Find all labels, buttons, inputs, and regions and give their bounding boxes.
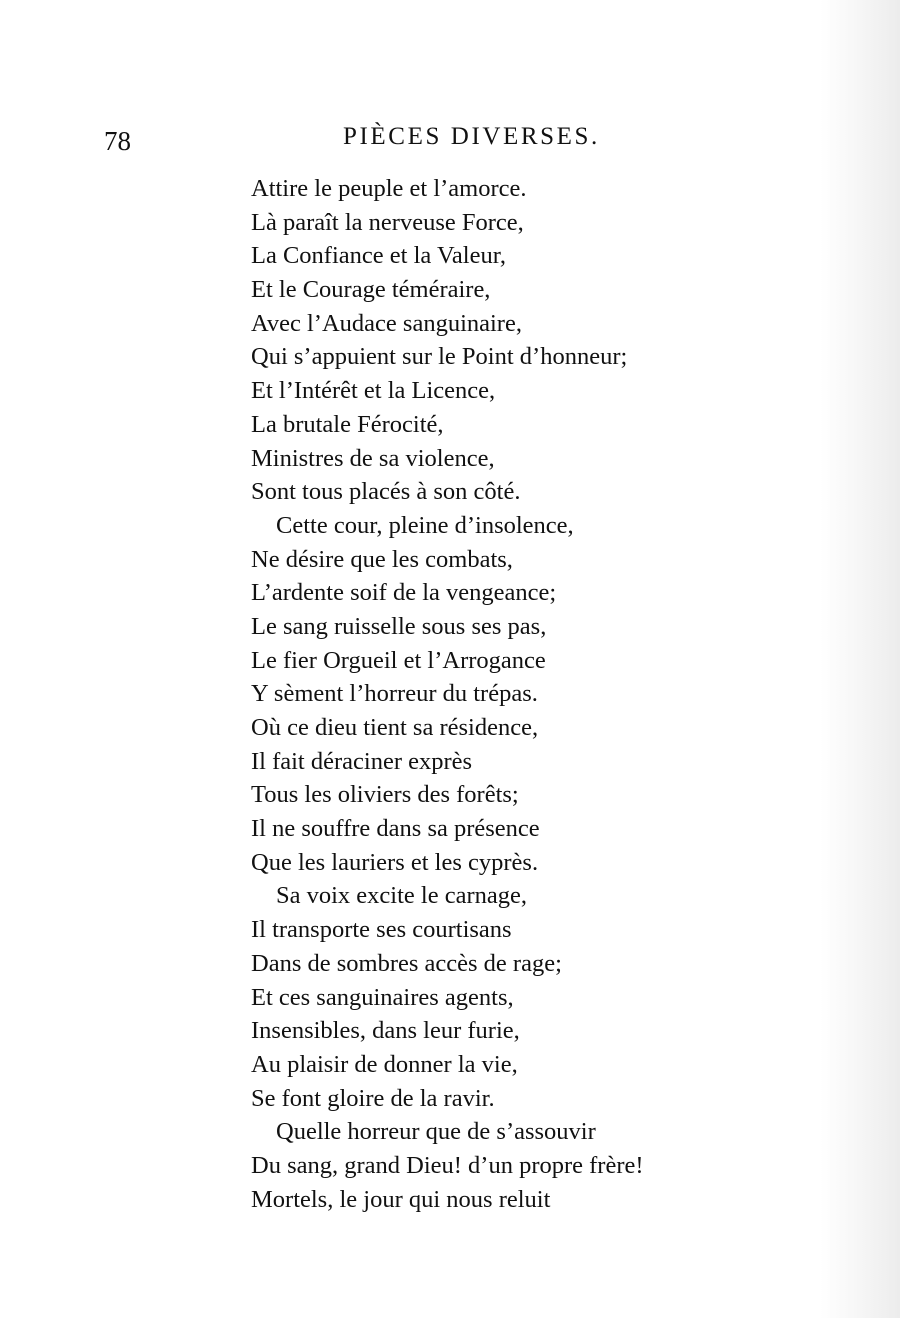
- page-number: 78: [104, 126, 131, 156]
- poem-line: Il fait déraciner exprès: [251, 747, 473, 775]
- poem-line: Sont tous placés à son côté.: [251, 478, 521, 506]
- poem-line: Insensibles, dans leur furie,: [251, 1017, 520, 1045]
- poem-line: Ne désire que les combats,: [251, 545, 513, 573]
- poem-line: Il ne souffre dans sa présence: [251, 815, 540, 843]
- poem-line: Au plaisir de donner la vie,: [251, 1050, 518, 1078]
- poem-line: Avec l’Audace sanguinaire,: [251, 309, 522, 337]
- poem-line: Et le Courage téméraire,: [251, 276, 491, 304]
- poem-line: Cette cour, pleine d’insolence,: [276, 511, 574, 539]
- poem-line: Attire le peuple et l’amorce.: [251, 175, 527, 202]
- poem-line: Où ce dieu tient sa résidence,: [251, 714, 539, 741]
- poem-line: La Confiance et la Valeur,: [251, 242, 507, 270]
- poem-line: La brutale Férocité,: [251, 410, 444, 438]
- poem-line: Et ces sanguinaires agents,: [251, 983, 514, 1011]
- poem-line: Il transporte ses courtisans: [251, 916, 512, 944]
- poem-text: [251, 172, 811, 1216]
- running-title: PIÈCES DIVERSES.: [343, 123, 600, 150]
- poem-line: Mortels, le jour qui nous reluit: [251, 1185, 551, 1213]
- poem-line: Y sèment l’horreur du trépas.: [251, 680, 538, 708]
- poem-line: Le sang ruisselle sous ses pas,: [251, 612, 547, 640]
- poem-line: Tous les oliviers des forêts;: [251, 781, 519, 809]
- poem-line: L’ardente soif de la vengeance;: [251, 579, 557, 607]
- poem-line: Et l’Intérêt et la Licence,: [251, 377, 496, 405]
- poem-line: Ministres de sa violence,: [251, 444, 495, 472]
- poem-line: Du sang, grand Dieu! d’un propre frère!: [251, 1151, 644, 1179]
- poem-line: Le fier Orgueil et l’Arrogance: [251, 646, 546, 674]
- poem-line: Se font gloire de la ravir.: [251, 1084, 495, 1112]
- poem-line: Qui s’appuient sur le Point d’honneur;: [251, 343, 628, 371]
- poem-line: Quelle horreur que de s’assouvir: [276, 1118, 596, 1146]
- poem-line: Dans de sombres accès de rage;: [251, 949, 562, 977]
- poem-line: Que les lauriers et les cyprès.: [251, 848, 539, 876]
- poem-line: Là paraît la nerveuse Force,: [251, 208, 524, 236]
- poem-line: Sa voix excite le carnage,: [276, 882, 528, 910]
